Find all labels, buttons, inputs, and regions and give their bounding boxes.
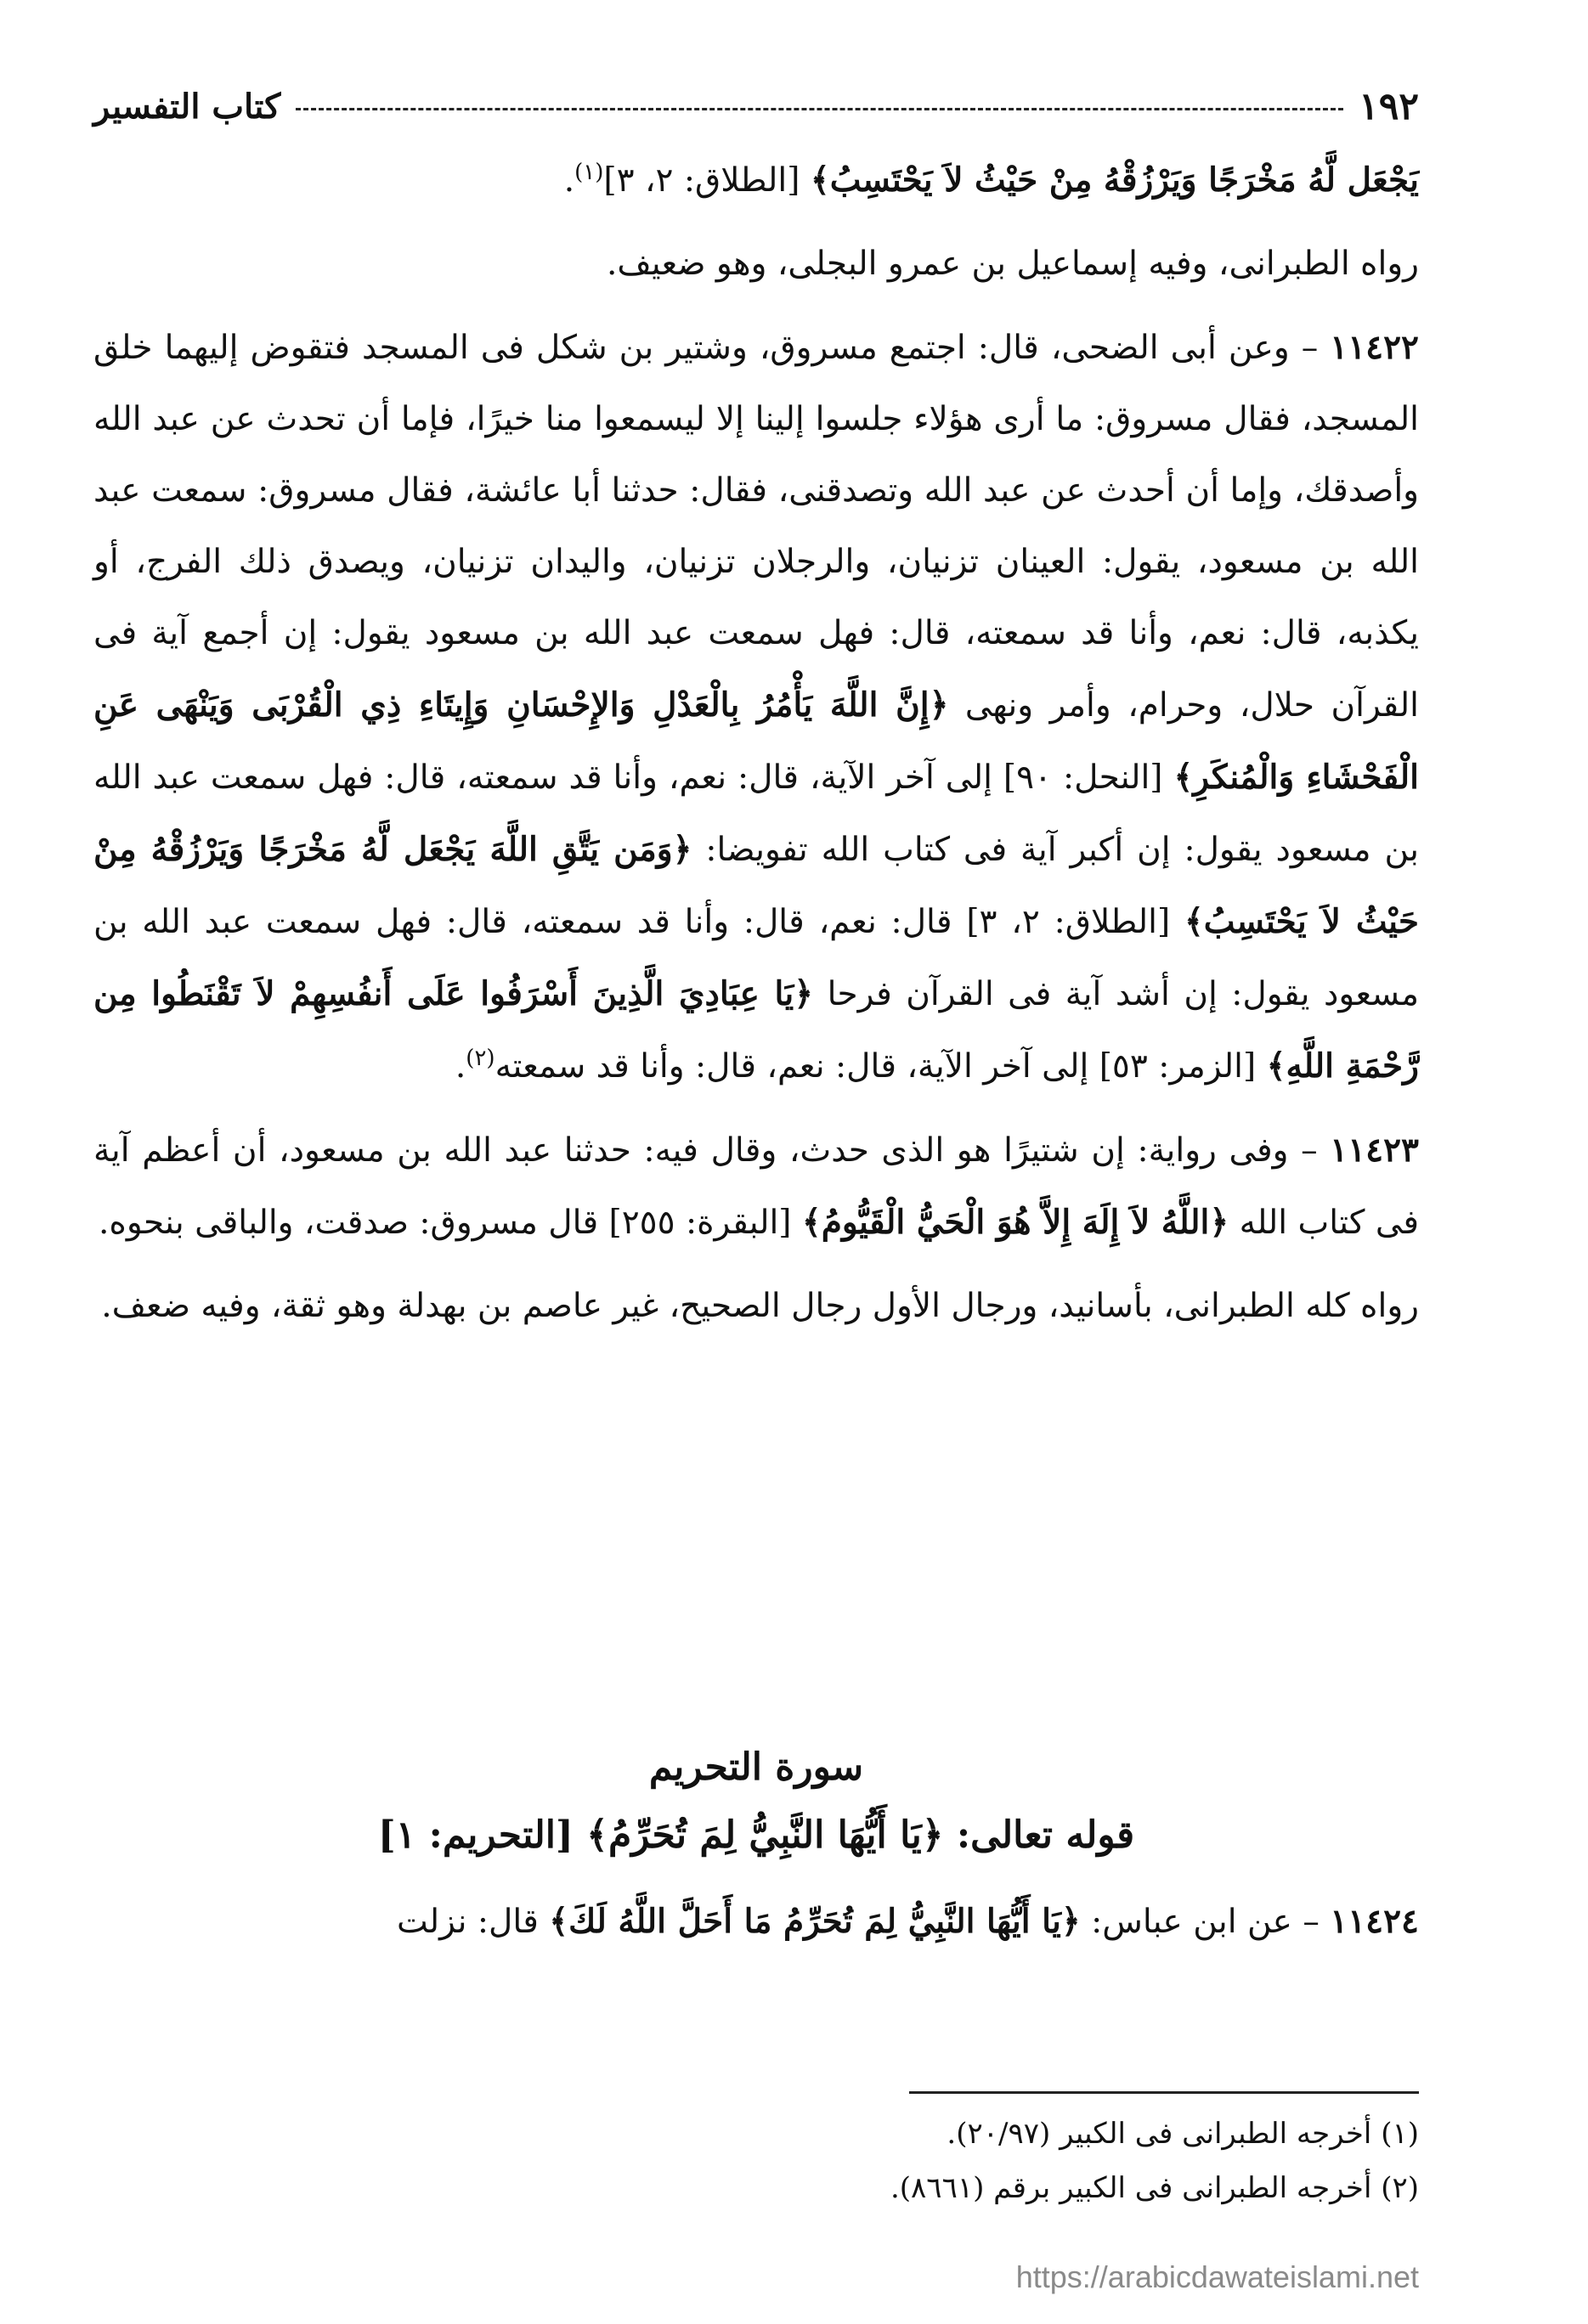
qawluh-label: قوله تعالى:	[943, 1814, 1135, 1857]
paragraph-grading	[93, 1271, 1419, 1342]
quran-verse: ﴿إِنَّ اللَّهَ يَأْمُرُ بِالْعَدْلِ وَالإِحْسَانِ وَإِيتَاءِ ذِي الْقُرْبَى وَيَنْهَى عَنِ الْفَحْشَاءِ وَالْمُنكَرِ﴾	[93, 685, 1419, 797]
verse-reference: [الطلاق: ٢، ٣]	[603, 161, 811, 200]
page-header	[93, 81, 1419, 132]
paragraph-verse-continuation	[93, 144, 1419, 217]
footnote-separator	[909, 2091, 1419, 2094]
footnote-2: (٢) أخرجه الطبرانى فى الكبير برقم (٨٦٦١).	[890, 2171, 1419, 2205]
hadith-text: قال: نزلت	[396, 1903, 550, 1941]
hadith-text: [البقرة: ٢٥٥] قال مسروق: صدقت، والباقى بنحوه.	[98, 1204, 802, 1242]
footnotes	[93, 2107, 1419, 2215]
hadith-text: – وفى رواية: إن شتيرًا هو الذى حدث، وقال فيه: حدثنا عبد الله بن مسعود، أن أعظم آية فى كتاب الله	[93, 1131, 1419, 1242]
quran-verse: ﴿اللَّهُ لاَ إِلَهَ إِلاَّ هُوَ الْحَيُّ الْقَيُّومُ﴾	[801, 1203, 1229, 1242]
verse-reference: [التحريم: ١]	[377, 1814, 587, 1857]
main-text	[93, 144, 1419, 1354]
header-dashed-rule	[296, 108, 1343, 110]
quran-verse: يَجْعَل لَّهُ مَخْرَجًا وَيَرْزُقْهُ مِنْ حَيْثُ لاَ يَحْتَسِبُ﴾	[810, 161, 1419, 200]
page-number: ١٩٢	[1359, 84, 1419, 128]
running-title: كتاب التفسير	[93, 86, 281, 127]
hadith-text: – وعن أبى الضحى، قال: اجتمع مسروق، وشتير بن شكل فى المسجد فتقوض إليهما خلق المسجد، فقال مسروق: ما أرى هؤلاء جلسوا إلينا إلا ليسمعوا منا خيرًا، فإما أن تحدث عن عبد الله وأصدقك، وإما أن أحدث عن عبد الله وتصدقنى، فقال: حدثنا أبا عائشة، فقال مسروق: سمعت عبد الله بن مسعود، يقول: العينان تزنيان، والرجلان تزنيان، واليدان تزنيان، ويصدق ذلك الفرج، أو يكذبه، قال: نعم، وأنا قد سمعته، قال: فهل سمعت عبد الله بن مسعود يقول: إن أجمع آية فى القرآن حلال، وحرام، وأمر ونهى	[93, 329, 1419, 725]
paragraph-grading	[93, 228, 1419, 300]
hadith-text: – عن ابن عباس:	[1080, 1903, 1331, 1941]
quran-verse: ﴿وَمَن يَتَّقِ اللَّهَ يَجْعَل لَّهُ مَخْرَجًا وَيَرْزُقْهُ مِنْ حَيْثُ لاَ يَحْتَسِبُ﴾	[93, 830, 1420, 941]
section-verse-heading	[93, 1814, 1419, 1857]
grading-text: رواه كله الطبرانى، بأسانيد، ورجال الأول رجال الصحيح، غير عاصم بن بهدلة وهو ثقة، وفيه ضعف.	[101, 1287, 1419, 1325]
footnote-marker: (٢)	[466, 1046, 495, 1071]
quran-verse: ﴿يَا أَيُّهَا النَّبِيُّ لِمَ تُحَرِّمُ مَا أَحَلَّ اللَّهُ لَكَ﴾	[549, 1902, 1081, 1941]
hadith-number: ١١٤٢٢	[1330, 328, 1419, 367]
sentence-end: .	[455, 1047, 466, 1086]
quran-verse: ﴿يَا عِبَادِيَ الَّذِينَ أَسْرَفُوا عَلَى أَنفُسِهِمْ لاَ تَقْنَطُوا مِن رَّحْمَةِ اللَّهِ﴾	[93, 974, 1419, 1086]
hadith-number: ١١٤٢٤	[1330, 1902, 1419, 1941]
quran-verse: ﴿يَا أَيُّهَا النَّبِيُّ لِمَ تُحَرِّمُ﴾	[586, 1814, 944, 1857]
hadith-number: ١١٤٢٣	[1330, 1131, 1419, 1170]
hadith-text: [الزمر: ٥٣] إلى آخر الآية، قال: نعم، قال: وأنا قد سمعته	[494, 1047, 1267, 1086]
footnote-marker: (١)	[574, 160, 604, 185]
watermark-url: https://arabicdawateislami.net	[1015, 2259, 1419, 2294]
hadith-text: [الطلاق: ٢، ٣] قال: نعم، قال: وأنا قد سمعته، قال: فهل سمعت عبد الله بن مسعود يقول: إن أشد آية فى القرآن فرحا	[93, 903, 1419, 1013]
hadith-11423	[93, 1114, 1419, 1259]
hadith-11422	[93, 312, 1419, 1103]
hadith-11424	[93, 1886, 1419, 1958]
hadith-text: [النحل: ٩٠] إلى آخر الآية، قال: نعم، وأنا قد سمعته، قال: فهل سمعت عبد الله بن مسعود يقول: إن أكبر آية فى كتاب الله تفويضا:	[93, 759, 1419, 869]
grading-text: رواه الطبرانى، وفيه إسماعيل بن عمرو البجلى، وهو ضعيف.	[607, 245, 1419, 283]
surah-title: سورة التحريم	[648, 1746, 864, 1789]
footnote-1: (١) أخرجه الطبرانى فى الكبير (٢٠/٩٧).	[947, 2117, 1419, 2151]
sentence-end: .	[563, 161, 575, 200]
